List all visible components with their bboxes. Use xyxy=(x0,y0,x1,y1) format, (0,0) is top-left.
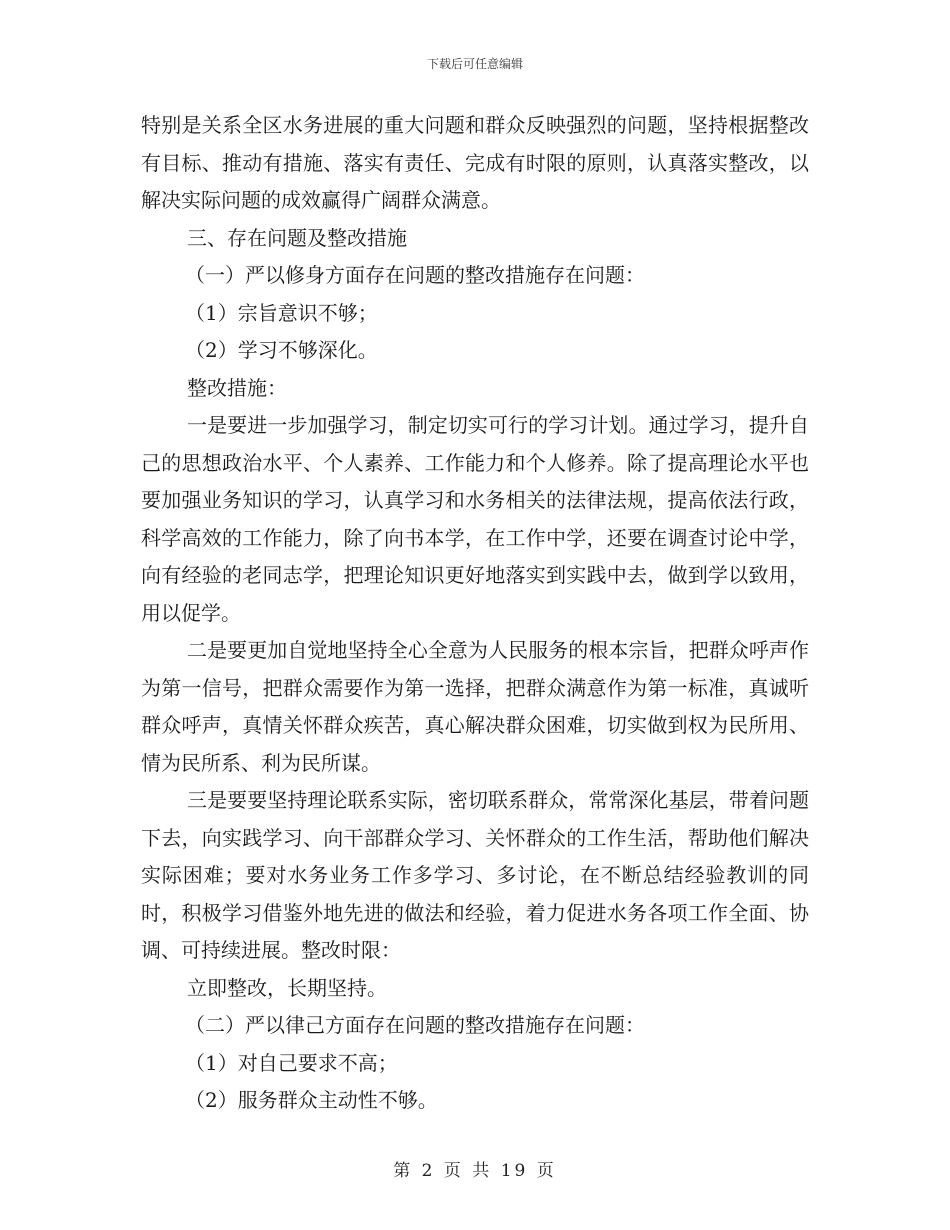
subsection-heading: （一）严以修身方面存在问题的整改措施存在问题： xyxy=(185,263,645,287)
measures-heading: 整改措施： xyxy=(187,375,287,400)
problem-item: （1）对自己要求不高； xyxy=(185,1050,398,1075)
measure-paragraph: 一是要进一步加强学习，制定切实可行的学习计划。通过学习，提升自己的思想政治水平、个人素养、工作能力和个人修养。除了提高理论水平也要加强业务知识的学习，认真学习和水务相关的法律法规，提高依法行政，科学高效的工作能力，除了向书本学，在工作中学，还要在调查讨论中学，向有经验的老同志学，把理论知识更好地落实到实践中去，做到学以致用，用以促学。 xyxy=(141,413,809,625)
measure-paragraph: 二是要更加自觉地坚持全心全意为人民服务的根本宗旨，把群众呼声作为第一信号，把群众需要作为第一选择，把群众满意作为第一标准，真诚听群众呼声，真情关怀群众疾苦，真心解决群众困难，切实做到权为民所用、情为民所系、利为民所谋。 xyxy=(141,638,809,775)
problem-item: （2）服务群众主动性不够。 xyxy=(185,1088,438,1112)
subsection-heading: （二）严以律己方面存在问题的整改措施存在问题： xyxy=(185,1013,645,1037)
problem-item: （2）学习不够深化。 xyxy=(185,338,378,362)
page-number: 第 2 页 共 19 页 xyxy=(393,1161,557,1181)
paragraph-continuation: 特别是关系全区水务进展的重大问题和群众反映强烈的问题，坚持根据整改有目标、推动有措施、落实有责任、完成有时限的原则，认真落实整改，以解决实际问题的成效赢得广阔群众满意。 xyxy=(141,113,809,212)
document-body xyxy=(141,107,809,1120)
problem-item: （1）宗旨意识不够； xyxy=(185,300,378,325)
section-heading: 三、存在问题及整改措施 xyxy=(187,225,407,250)
page-header: 下载后可任意编辑 xyxy=(426,57,523,71)
deadline-paragraph: 立即整改，长期坚持。 xyxy=(187,975,387,1000)
measure-paragraph: 三是要要坚持理论联系实际，密切联系群众，常常深化基层，带着问题下去，向实践学习、向干部群众学习、关怀群众的工作生活，帮助他们解决实际困难；要对水务业务工作多学习、多讨论，在不断总结经验教训的同时，积极学习借鉴外地先进的做法和经验，着力促进水务各项工作全面、协调、可持续进展。整改时限： xyxy=(141,788,809,962)
